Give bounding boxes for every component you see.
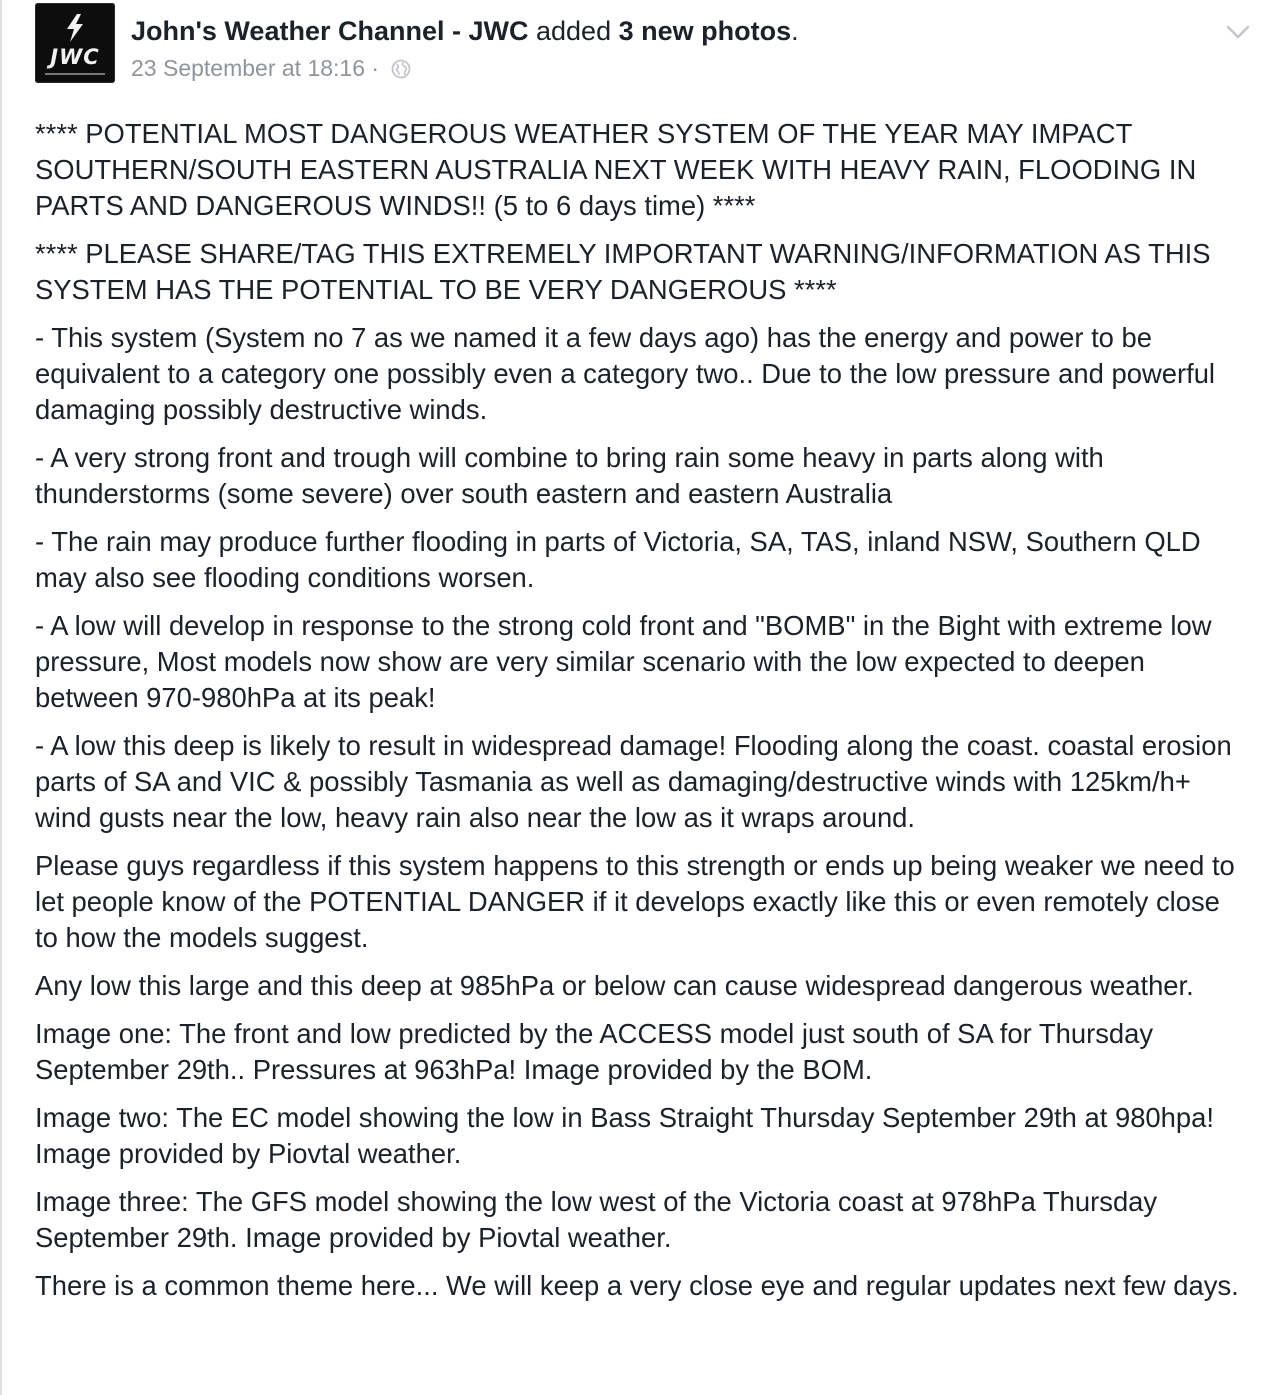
left-border (0, 0, 2, 1395)
photos-link[interactable]: 3 new photos (618, 16, 792, 46)
post-timestamp[interactable]: 23 September at 18:16 (131, 55, 365, 81)
post-paragraph: There is a common theme here... We will keep a very close eye and regular updates next few days. (35, 1270, 1239, 1301)
post-paragraph: - The rain may produce further flooding in parts of Victoria, SA, TAS, inland NSW, Southern QLD may also see flooding conditions worsen. (35, 526, 1201, 593)
avatar-logo-text: JWC (50, 45, 100, 69)
post-paragraph: Any low this large and this deep at 985hPa or below can cause widespread dangerous weather. (35, 970, 1194, 1001)
avatar-underline (45, 73, 105, 75)
post-paragraph: - This system (System no 7 as we named it a few days ago) has the energy and power to be equivalent to a category one possibly even a category two.. Due to the low pressure and powerful damaging possibly destructive winds. (35, 322, 1216, 425)
post-paragraph: - A low will develop in response to the strong cold front and "BOMB" in the Bight with extreme low pressure, Most models now show are very similar scenario with the low expected to deepen between 970-980hPa at its peak! (35, 610, 1212, 713)
post-title (131, 14, 799, 48)
avatar[interactable] (35, 3, 115, 83)
meta-separator: · (371, 55, 380, 81)
globe-icon[interactable] (391, 59, 411, 79)
title-punctuation: . (791, 16, 799, 46)
post-paragraph: **** PLEASE SHARE/TAG THIS EXTREMELY IMPORTANT WARNING/INFORMATION AS THIS SYSTEM HAS THE POTENTIAL TO BE VERY DANGEROUS **** (35, 238, 1211, 305)
action-text: added (536, 16, 612, 46)
post-paragraph: Image one: The front and low predicted by the ACCESS model just south of SA for Thursday September 29th.. Pressures at 963hPa! Image provided by the BOM. (35, 1018, 1154, 1085)
lightning-bolt-icon (60, 13, 90, 43)
post-paragraph: Image two: The EC model showing the low in Bass Straight Thursday September 29th at 980hpa! Image provided by Piovtal weather. (35, 1102, 1214, 1169)
author-link[interactable]: John's Weather Channel - JWC (131, 16, 529, 46)
post-paragraph: - A very strong front and trough will combine to bring rain some heavy in parts along with thunderstorms (some severe) over south eastern and eastern Australia (35, 442, 1104, 509)
post-paragraph: - A low this deep is likely to result in widespread damage! Flooding along the coast. coastal erosion parts of SA and VIC & possibly Tasmania as well as damaging/destructive winds with 125km/h+ wind gusts near the low, heavy rain also near the low as it wraps around. (35, 730, 1232, 833)
post-header (35, 3, 1235, 83)
post-paragraph: Please guys regardless if this system happens to this strength or ends up being weaker we need to let people know of the POTENTIAL DANGER if it develops exactly like this or even remotely close to how the models suggest. (35, 850, 1235, 953)
post-paragraph: Image three: The GFS model showing the low west of the Victoria coast at 978hPa Thursday September 29th. Image provided by Piovtal weather. (35, 1186, 1158, 1253)
post-paragraph: **** POTENTIAL MOST DANGEROUS WEATHER SYSTEM OF THE YEAR MAY IMPACT SOUTHERN/SOUTH EASTERN AUSTRALIA NEXT WEEK WITH HEAVY RAIN, FLOODING IN PARTS AND DANGEROUS WINDS!! (5 to 6 days time) **** (35, 118, 1197, 221)
post-body (35, 116, 1250, 1316)
post-meta (131, 53, 411, 83)
chevron-down-icon[interactable] (1224, 18, 1252, 46)
